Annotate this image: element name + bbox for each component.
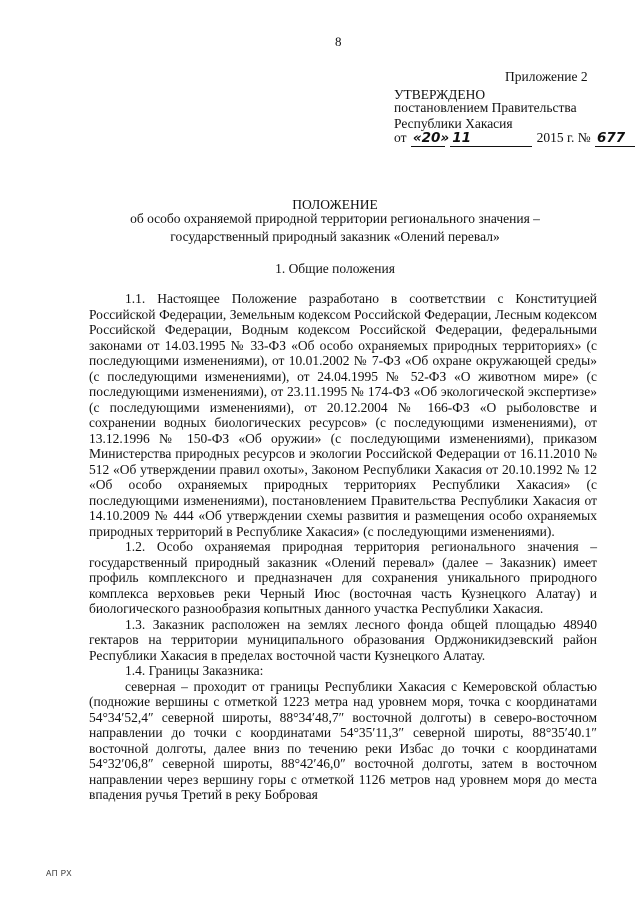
date-month-handwritten: 11 <box>450 130 532 147</box>
document-body <box>89 291 597 803</box>
paragraph-1-1: 1.1. Настоящее Положение разработано в соответствии с Конституцией Российской Федерации, Земельным кодексом Российской Федерации, Лесным кодексом Российской Федерации, Водным кодексом Российской Федерации, федеральными законами от 14.03.1995 № 33-ФЗ «Об особо охраняемых природных территориях» (с последующими изменениями), от 10.01.2002 № 7-ФЗ «Об охране окружающей среды» (с последующими изменениями), от 24.04.1995 № 52-ФЗ «О животном мире» (с последующими изменениями), от 23.11.1995 № 174-ФЗ «Об экологической экспертизе» (с последующими изменениями), от 20.12.2004 № 166-ФЗ «О рыболовстве и сохранении водных биологических ресурсов» (с последующими изменениями), от 13.12.1996 № 150-ФЗ «Об оружии» (с последующими изменениями), приказом Министерства природных ресурсов и экологии Российской Федерации от 16.11.2010 № 512 «Об утверждении правил охоты», Законом Республики Хакасия от 20.10.1992 № 12 «Об особо охраняемых природных территориях Республики Хакасия» (с последующими изменениями), постановлением Правительства Республики Хакасия от 14.10.2009 № 444 «Об утверждении схемы развития и размещения особо охраняемых природных территорий в Республике Хакасия» (с последующими изменениями). <box>89 291 597 539</box>
document-title: ПОЛОЖЕНИЕ <box>292 197 378 212</box>
date-prefix: от <box>394 130 407 145</box>
document-subtitle-line-1: об особо охраняемой природной территории регионального значения – <box>130 211 540 226</box>
date-year: 2015 г. <box>536 130 575 145</box>
resolution-line-1: постановлением Правительства <box>394 100 577 115</box>
paragraph-1-4: 1.4. Границы Заказника: <box>125 663 264 678</box>
page-number: 8 <box>335 34 342 49</box>
approved-label: УТВЕРЖДЕНО <box>394 87 486 102</box>
paragraph-1-3: 1.3. Заказник расположен на землях лесного фонда общей площадью 48940 гектаров на территории муниципального образования Орджоникидзевский район Республики Хакасия в пределах восточной части Кузнецкого Алатау. <box>89 616 597 663</box>
number-label: № <box>577 130 591 145</box>
resolution-line-2: Республики Хакасия <box>394 115 513 131</box>
paragraph-north-border: северная – проходит от границы Республики Хакасия с Кемеровской областью (подножие вершины с отметкой 1223 метра над уровнем моря, точка с координатами 54°34′52,4″ северной широты, 88°34′48,7″ восточной долготы) в северо-восточном направлении до точки с координатами 54°35′11,3″ северной широты, 88°35′40.1″ восточной долготы, далее вниз по течению реки Избас до точки с координатами 54°32′06,8″ северной широты, 88°42′46,0″ восточной долготы, затем в восточном направлении через вершину горы с отметкой 1126 метров над уровнем моря до места впадения ручья Третий в реку Бобровая <box>89 678 597 802</box>
document-subtitle-line-2: государственный природный заказник «Олений перевал» <box>170 229 500 244</box>
resolution-block <box>394 100 577 131</box>
footer-mark: АП РХ <box>46 869 73 878</box>
appendix-label: Приложение 2 <box>505 69 588 84</box>
paragraph-1-2: 1.2. Особо охраняемая природная территория регионального значения – государственный природный заказник «Олений перевал» (далее – Заказник) имеет профиль комплексного и предназначен для сохранения уникального природного комплекса верховьев реки Черный Июс (восточная часть Кузнецкого Алатау) и биологического разнообразия копытных данного участка Республики Хакасия. <box>89 539 597 616</box>
resolution-number-handwritten: 677 <box>595 130 635 147</box>
resolution-date <box>394 130 636 147</box>
section-heading: 1. Общие положения <box>275 261 395 276</box>
date-day-handwritten: «20» <box>412 130 450 146</box>
